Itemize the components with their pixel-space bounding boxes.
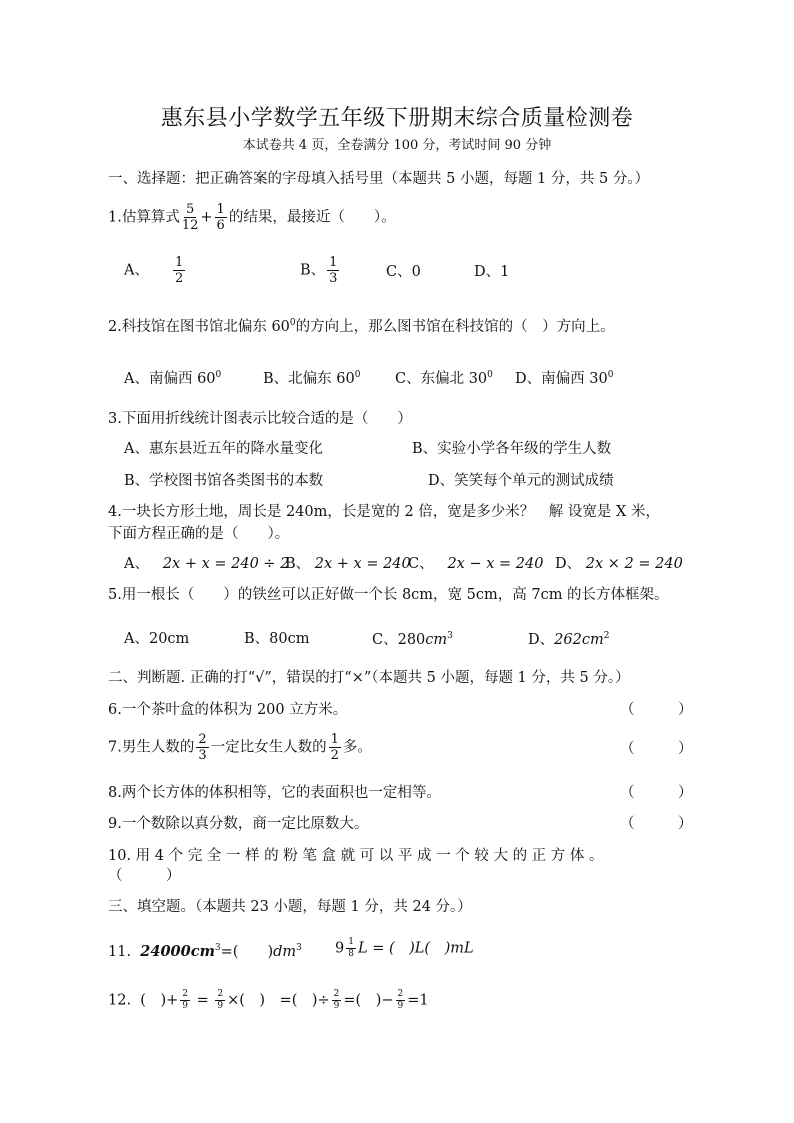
q1-suffix: 的结果，最接近（ ）。	[228, 209, 396, 226]
q11-c-denominator: 8	[348, 949, 354, 959]
q7-text-c: 多。	[342, 739, 372, 756]
section2-header: 二、判断题. 正确的打“√”，错误的打“×”（本题共 5 小题，每题 1 分，共 5 分。）	[108, 670, 630, 686]
question-10: 10. 用 4 个 完 全 一 样 的 粉 笔 盒 就 可 以 平 成 一 个 较 大 的 正 方 体 。	[108, 848, 604, 864]
q5-option-d-exp: 2	[603, 631, 610, 641]
question-7	[108, 733, 372, 762]
q11-value: 24000	[140, 942, 191, 960]
question-8: 8.两个长方体的体积相等，它的表面积也一定相等。	[108, 785, 441, 801]
q12-fraction-3	[332, 990, 342, 1011]
q4-option-d-label: D、	[555, 556, 582, 572]
question-9: 9.一个数除以真分数，商一定比原数大。	[108, 816, 369, 832]
q2-option-a	[124, 370, 221, 388]
q1-option-a	[124, 256, 187, 285]
q1-prefix: 1.估算算式	[108, 209, 180, 226]
q4-option-b	[285, 556, 411, 573]
q5-option-c	[372, 631, 453, 649]
q1-option-a-den: 2	[174, 271, 184, 286]
q1-option-a-label: A、	[124, 262, 149, 279]
q12-f2-denominator: 9	[217, 1001, 224, 1011]
q12-part-4: =( )−	[343, 992, 394, 1009]
q12-part-3: ×( ) =( )÷	[227, 992, 330, 1009]
q5-option-a: A、20cm	[124, 631, 190, 647]
q12-f4-numerator: 2	[397, 989, 404, 999]
q2-option-b-degree: 0	[354, 370, 361, 380]
q5-option-c-unit: cm	[425, 631, 448, 648]
q2-text-b: 的方向上，那么图书馆在科技馆的（ ）方向上。	[295, 318, 615, 335]
q1-option-b-fraction	[327, 256, 339, 285]
q1-f2-numerator: 1	[216, 202, 225, 217]
q1-f2-denominator: 6	[216, 218, 225, 233]
question-1	[108, 203, 396, 232]
q5-option-d-val: 262	[554, 631, 582, 648]
q11-part-2	[335, 938, 474, 959]
question-11	[108, 943, 302, 961]
q10-answer-paren[interactable]: （ ）	[108, 868, 181, 884]
q2-option-c-text: C、东偏北 30	[395, 370, 488, 387]
q2-option-c-degree: 0	[487, 370, 493, 380]
q3-option-b: B、实验小学各年级的学生人数	[412, 441, 612, 457]
question-3: 3.下面用折线统计图表示比较合适的是（ ）	[108, 411, 412, 427]
q1-option-b-num: 1	[329, 255, 338, 270]
q7-text-b: 一定比女生人数的	[210, 739, 327, 756]
q7-f2-numerator: 1	[330, 732, 339, 747]
q5-option-c-label: C、280	[372, 631, 426, 648]
q1-option-b	[300, 256, 341, 285]
q5-option-d	[528, 631, 609, 649]
q5-option-c-exp: 3	[447, 631, 453, 641]
q12-f3-denominator: 9	[333, 1001, 340, 1011]
q1-option-d: D、1	[474, 264, 510, 280]
q4-option-d-eq: 2x × 2 = 240	[585, 556, 683, 572]
q7-fraction-2	[329, 733, 341, 762]
q1-f1-numerator: 5	[185, 202, 195, 217]
question-12	[108, 990, 429, 1011]
q5-option-d-unit: cm	[581, 631, 604, 648]
q12-part-5: =1	[407, 992, 429, 1009]
q11-c-whole: 9	[335, 940, 345, 957]
q2-option-a-degree: 0	[215, 370, 222, 380]
q3-option-c: B、学校图书馆各类图书的本数	[124, 473, 324, 489]
q4-option-b-label: B、	[285, 556, 311, 572]
q12-part-1: ( )+	[140, 992, 179, 1009]
q12-f1-numerator: 2	[182, 989, 188, 999]
q12-f3-numerator: 2	[333, 989, 340, 999]
q12-f4-denominator: 9	[397, 1001, 404, 1011]
question-4-line2: 下面方程正确的是（ ）。	[108, 526, 290, 542]
q11-c-rest: L = ( )L( )mL	[357, 940, 474, 957]
q8-answer-paren[interactable]: （ ）	[620, 785, 693, 801]
q4-option-c-eq: 2x − x = 240	[447, 556, 544, 572]
q4-option-c-label: C、	[408, 556, 434, 572]
q3-option-d: D、笑笑每个单元的测试成绩	[428, 473, 614, 489]
q6-answer-paren[interactable]: （ ）	[620, 702, 693, 718]
q1-option-b-label: B、	[300, 262, 326, 279]
q7-f2-denominator: 2	[330, 748, 339, 763]
q12-fraction-1	[180, 990, 190, 1011]
question-4-line1: 4.一块长方形土地，周长是 240m，长是宽的 2 倍，宽是多少米？ 解 设宽是 X 米，	[108, 504, 660, 520]
q2-option-d-text: D、南偏西 30	[515, 370, 608, 387]
q12-part-2: =	[196, 992, 209, 1009]
q2-option-d	[515, 370, 613, 388]
question-6: 6.一个茶叶盒的体积为 200 立方米。	[108, 702, 348, 718]
q7-fraction-1	[196, 733, 208, 762]
q9-answer-paren[interactable]: （ ）	[620, 816, 693, 832]
q11-unit-b: dm	[273, 943, 297, 960]
q1-option-b-den: 3	[329, 271, 338, 286]
q5-option-d-label: D、	[528, 631, 555, 648]
q2-option-a-text: A、南偏西 60	[124, 370, 216, 387]
q11-exp-b: 3	[296, 943, 302, 953]
q2-option-b-text: B、北偏东 60	[263, 370, 355, 387]
q4-option-a	[124, 556, 289, 573]
question-5: 5.用一根长（ ）的铁丝可以正好做一个长 8cm，宽 5cm，高 7cm 的长方体框架。	[108, 587, 669, 603]
section1-header: 一、选择题：把正确答案的字母填入括号里（本题共 5 小题，每题 1 分，共 5 分。）	[108, 171, 650, 187]
q1-plus: +	[200, 209, 213, 226]
q1-fraction-1	[182, 203, 199, 232]
q1-fraction-2	[215, 203, 227, 232]
page-subtitle: 本试卷共 4 页，全卷满分 100 分，考试时间 90 分钟	[242, 138, 552, 153]
q2-option-d-degree: 0	[607, 370, 614, 380]
q11-equals: =( )	[220, 943, 274, 960]
section3-header: 三、填空题。（本题共 23 小题，每题 1 分，共 24 分。）	[108, 899, 472, 915]
q1-f1-denominator: 12	[181, 218, 199, 233]
q4-option-c	[408, 556, 543, 573]
q4-option-d	[555, 556, 683, 573]
q2-option-c	[395, 370, 493, 388]
q7-f1-denominator: 3	[198, 748, 207, 763]
q12-f2-numerator: 2	[217, 989, 224, 999]
q7-answer-paren[interactable]: （ ）	[620, 741, 693, 757]
q2-option-b	[263, 370, 360, 388]
q5-option-b: B、80cm	[244, 631, 310, 647]
q4-option-a-label: A、	[124, 556, 149, 572]
q12-fraction-4	[396, 990, 406, 1011]
q3-option-a: A、惠东县近五年的降水量变化	[124, 441, 323, 457]
q4-option-b-eq: 2x + x = 240	[314, 556, 411, 572]
q11-unit-a: cm	[190, 942, 215, 960]
q12-f1-denominator: 9	[182, 1001, 188, 1011]
question-2	[108, 318, 615, 336]
q7-text-a: 7.男生人数的	[108, 739, 195, 756]
q1-option-a-fraction	[173, 256, 185, 285]
q11-c-fraction	[346, 938, 356, 959]
q11-c-numerator: 1	[348, 937, 354, 947]
q7-f1-numerator: 2	[198, 732, 207, 747]
q11-number: 11.	[108, 943, 132, 960]
q4-option-a-eq: 2x + x = 240 ÷ 2	[162, 556, 290, 572]
page-title: 惠东县小学数学五年级下册期末综合质量检测卷	[160, 106, 634, 131]
q1-option-a-num: 1	[174, 255, 184, 270]
q12-fraction-2	[215, 990, 225, 1011]
q1-option-c: C、0	[386, 264, 421, 280]
q2-degree: 0	[289, 318, 296, 328]
q11-exp-a: 3	[214, 943, 221, 953]
q12-number: 12.	[108, 992, 132, 1009]
q2-text-a: 2.科技馆在图书馆北偏东 60	[108, 318, 290, 335]
